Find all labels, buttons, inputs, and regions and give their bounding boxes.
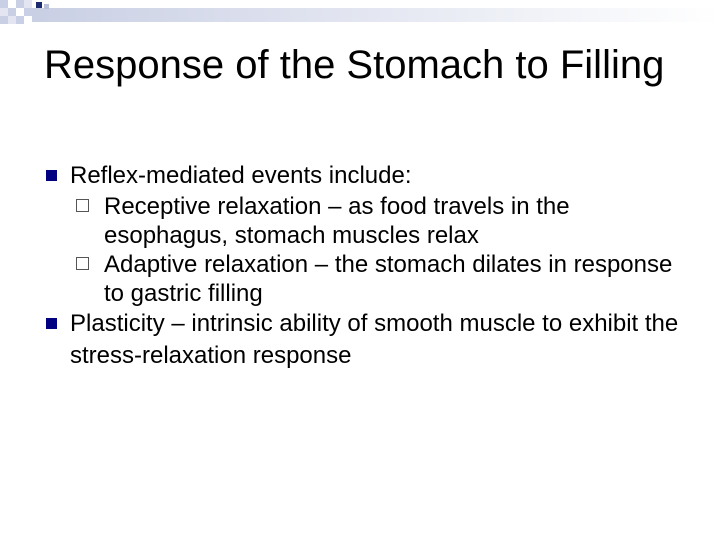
hollow-square-icon	[76, 199, 89, 212]
filled-square-icon	[46, 170, 57, 181]
sub-bullet-item	[44, 250, 684, 308]
bullet-item	[44, 160, 684, 192]
bullet-list	[44, 160, 684, 372]
sub-bullet-text: Adaptive relaxation – the stomach dilates in response to gastric filling	[104, 251, 673, 307]
sub-bullet-text: Receptive relaxation – as food travels in the esophagus, stomach muscles relax	[104, 193, 570, 249]
bullet-item	[44, 308, 684, 372]
sub-bullet-item	[44, 192, 684, 250]
filled-square-icon	[46, 318, 57, 329]
bullet-text: Reflex-mediated events include:	[70, 162, 412, 189]
bullet-text: Plasticity – intrinsic ability of smooth muscle to exhibit the stress-relaxation response	[70, 310, 679, 369]
hollow-square-icon	[76, 257, 89, 270]
slide-title: Response of the Stomach to Filling	[44, 43, 665, 87]
